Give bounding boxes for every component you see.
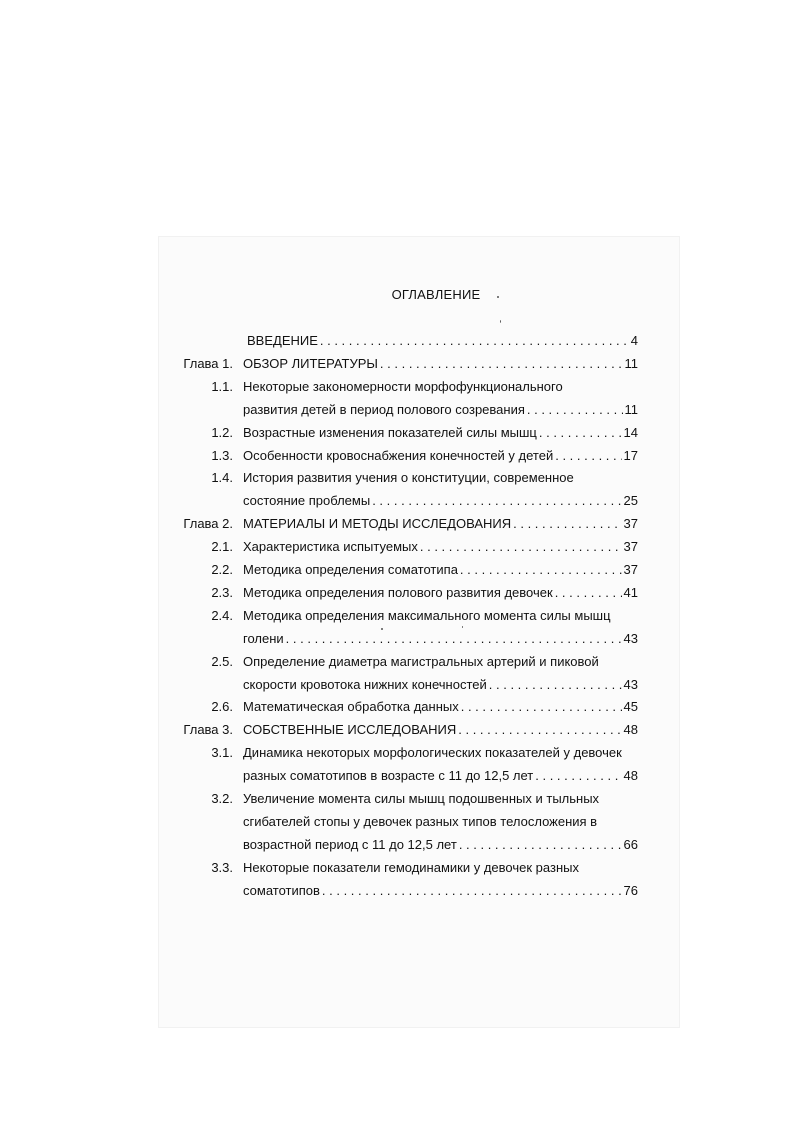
toc-entry-text: голени	[243, 630, 284, 646]
page-number: 14	[623, 424, 638, 440]
toc-entry-line	[243, 858, 638, 878]
page-number: 48	[623, 722, 638, 738]
toc-entry-text: СОБСТВЕННЫЕ ИССЛЕДОВАНИЯ	[243, 722, 457, 738]
page-number: 41	[623, 584, 638, 600]
toc-entry-line	[243, 377, 638, 397]
dot-leader	[539, 423, 622, 443]
section-number: 3.3.	[211, 859, 233, 875]
dot-leader	[320, 331, 629, 351]
dot-leader	[555, 583, 622, 603]
toc-entry-line	[243, 514, 638, 534]
toc-entry-line	[243, 812, 638, 832]
dot-leader	[458, 720, 621, 740]
dot-leader	[460, 560, 622, 580]
toc-entry-line	[243, 400, 638, 420]
toc-entry-line	[243, 606, 638, 626]
page-number: 45	[623, 699, 638, 715]
page-number: 43	[623, 630, 638, 646]
dot-leader	[459, 835, 622, 855]
toc-entry-text: ВВЕДЕНИЕ	[247, 333, 318, 348]
scan-speck	[462, 626, 463, 628]
dot-leader	[535, 766, 621, 786]
page-number: 37	[623, 516, 638, 532]
toc-entry-text: МАТЕРИАЛЫ И МЕТОДЫ ИССЛЕДОВАНИЯ	[243, 516, 512, 532]
page-number: 17	[623, 447, 638, 463]
toc-entry-text: сгибателей стопы у девочек разных типов телосложения в	[243, 813, 598, 829]
section-number: 2.5.	[211, 653, 233, 669]
toc-entry-text: История развития учения о конституции, современное	[243, 470, 574, 486]
toc-entry-line	[247, 331, 638, 351]
section-number: 3.2.	[211, 791, 233, 806]
toc-entry-line	[243, 789, 638, 809]
toc-entry-text: Методика определения соматотипа	[243, 562, 458, 577]
toc-entry-line	[243, 468, 638, 488]
toc-title: ОГЛАВЛЕНИЕ	[391, 287, 481, 302]
page-number: 66	[623, 836, 638, 852]
toc-entry-text: соматотипов	[243, 882, 320, 898]
dot-leader	[380, 354, 623, 374]
toc-entry-text: Характеристика испытуемых	[243, 539, 418, 555]
dot-leader	[322, 881, 622, 901]
toc-entry-line	[243, 354, 638, 374]
page-number: 11	[624, 401, 638, 417]
toc-entry-line	[243, 697, 638, 717]
section-number: 2.6.	[211, 699, 233, 715]
scan-speck	[497, 296, 499, 298]
page-number: 43	[623, 676, 638, 692]
toc-entry-line	[243, 491, 638, 511]
toc-entry-line	[243, 766, 638, 786]
dot-leader	[555, 446, 621, 466]
section-number: 1.3.	[211, 447, 233, 463]
dot-leader	[372, 491, 621, 511]
toc-entry-text: возрастной период с 11 до 12,5 лет	[243, 836, 457, 852]
toc-entry-text: состояние проблемы	[243, 493, 371, 509]
dot-leader	[286, 629, 622, 649]
toc-entry-text: Математическая обработка данных	[243, 699, 459, 715]
dot-leader	[461, 697, 622, 717]
page-number: 76	[623, 882, 638, 898]
dot-leader	[513, 514, 621, 534]
toc-entry-line	[243, 423, 638, 443]
page-number: 4	[630, 333, 638, 348]
toc-entry-line	[243, 446, 638, 466]
toc-entry-line	[243, 835, 638, 855]
section-number: 2.3.	[211, 584, 233, 600]
chapter-number: Глава 3.	[183, 722, 233, 738]
toc-entry-line	[243, 675, 638, 695]
toc-entry-line	[243, 881, 638, 901]
toc-entry-text: Некоторые показатели гемодинамики у девочек разных	[243, 859, 579, 875]
page-number: 37	[623, 539, 638, 555]
section-number: 1.2.	[211, 424, 233, 440]
section-number: 2.4.	[211, 607, 233, 623]
page-number: 37	[623, 562, 638, 577]
dot-leader	[527, 400, 623, 420]
toc-entry-line	[243, 537, 638, 557]
page-number: 48	[623, 768, 638, 784]
chapter-number: Глава 2.	[183, 516, 233, 532]
section-number: 2.2.	[211, 562, 233, 577]
dot-leader	[489, 675, 622, 695]
toc-entry-line	[243, 629, 638, 649]
toc-entry-text: развития детей в период полового созревания	[243, 401, 525, 417]
toc-entry-line	[243, 583, 638, 603]
toc-entry-line	[243, 743, 638, 763]
toc-entry-text: Динамика некоторых морфологических показателей у девочек	[243, 745, 622, 761]
scan-speck	[500, 320, 501, 323]
toc-entry-line	[243, 720, 638, 740]
toc-entry-text: скорости кровотока нижних конечностей	[243, 676, 487, 692]
toc-entry-text: Определение диаметра магистральных артерий и пиковой	[243, 653, 599, 669]
section-number: 2.1.	[211, 539, 233, 555]
section-number: 1.4.	[211, 470, 233, 486]
dot-leader	[420, 537, 622, 557]
toc-entry-line	[243, 652, 638, 672]
toc-entry-text: Особенности кровоснабжения конечностей у детей	[243, 447, 554, 463]
toc-entry-line	[243, 560, 638, 580]
section-number: 1.1.	[211, 378, 233, 394]
section-number: 3.1.	[211, 745, 233, 761]
chapter-number: Глава 1.	[183, 355, 233, 371]
toc-entry-text: Возрастные изменения показателей силы мышц	[243, 424, 537, 440]
toc-entry-text: Увеличение момента силы мышц подошвенных и тыльных	[243, 791, 600, 806]
toc-entry-text: Методика определения полового развития девочек	[243, 584, 553, 600]
page-number: 25	[623, 493, 638, 509]
toc-entry-text: разных соматотипов в возрасте с 11 до 12,5 лет	[243, 768, 534, 784]
toc-entry-text: Некоторые закономерности морфофункционального	[243, 378, 563, 394]
toc-entry-text: Методика определения максимального момента силы мышц	[243, 607, 611, 623]
page-number: 11	[624, 355, 638, 371]
toc-entry-text: ОБЗОР ЛИТЕРАТУРЫ	[243, 355, 378, 371]
